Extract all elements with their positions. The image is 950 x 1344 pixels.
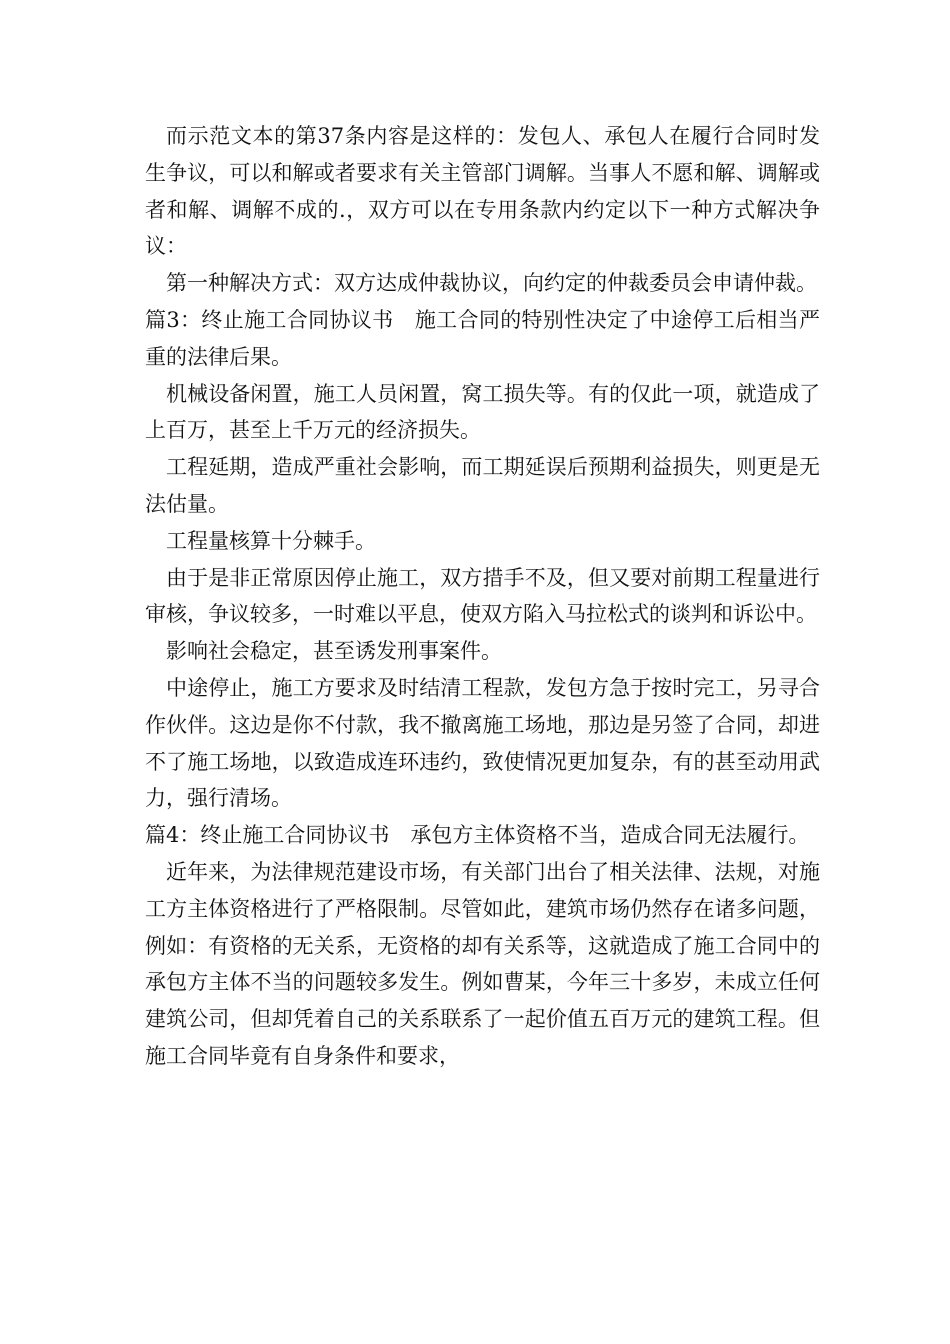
paragraph: 机械设备闲置，施工人员闲置，窝工损失等。有的仅此一项，就造成了上百万，甚至上千万元的经济损失。 <box>145 381 820 443</box>
paragraph: 而示范文本的第37条内容是这样的：发包人、承包人在履行合同时发生争议，可以和解或者要求有关主管部门调解。当事人不愿和解、调解或者和解、调解不成的.，双方可以在专用条款内约定以下一种方式解决争议： <box>145 124 820 259</box>
paragraph: 中途停止，施工方要求及时结清工程款，发包方急于按时完工，另寻合作伙伴。这边是你不付款，我不撤离施工场地，那边是另签了合同，却进不了施工场地，以致造成连环违约，致使情况更加复杂，有的甚至动用武力，强行清场。 <box>145 675 820 811</box>
paragraph: 工程延期，造成严重社会影响，而工期延误后预期利益损失，则更是无法估量。 <box>145 455 820 516</box>
document-body <box>145 118 820 1075</box>
section-heading-paragraph: 篇3：终止施工合同协议书 施工合同的特别性决定了中途停工后相当严重的法律后果。 <box>145 307 820 369</box>
paragraph: 工程量核算十分棘手。 <box>166 528 376 553</box>
paragraph: 影响社会稳定，甚至诱发刑事案件。 <box>166 639 502 664</box>
paragraph: 由于是非正常原因停止施工，双方措手不及，但又要对前期工程量进行审核，争议较多，一时难以平息，使双方陷入马拉松式的谈判和诉讼中。 <box>145 565 820 627</box>
paragraph: 近年来，为法律规范建设市场，有关部门出台了相关法律、法规，对施工方主体资格进行了严格限制。尽管如此，建筑市场仍然存在诸多问题，例如：有资格的无关系，无资格的却有关系等，这就造成了施工合同中的承包方主体不当的问题较多发生。例如曹某，今年三十多岁，未成立任何建筑公司，但却凭着自己的关系联系了一起价值五百万元的建筑工程。但施工合同毕竟有自身条件和要求， <box>145 859 820 1068</box>
paragraph: 第一种解决方式：双方达成仲裁协议，向约定的仲裁委员会申请仲裁。 <box>166 271 817 296</box>
section-heading-paragraph: 篇4：终止施工合同协议书 承包方主体资格不当，造成合同无法履行。 <box>145 823 810 848</box>
